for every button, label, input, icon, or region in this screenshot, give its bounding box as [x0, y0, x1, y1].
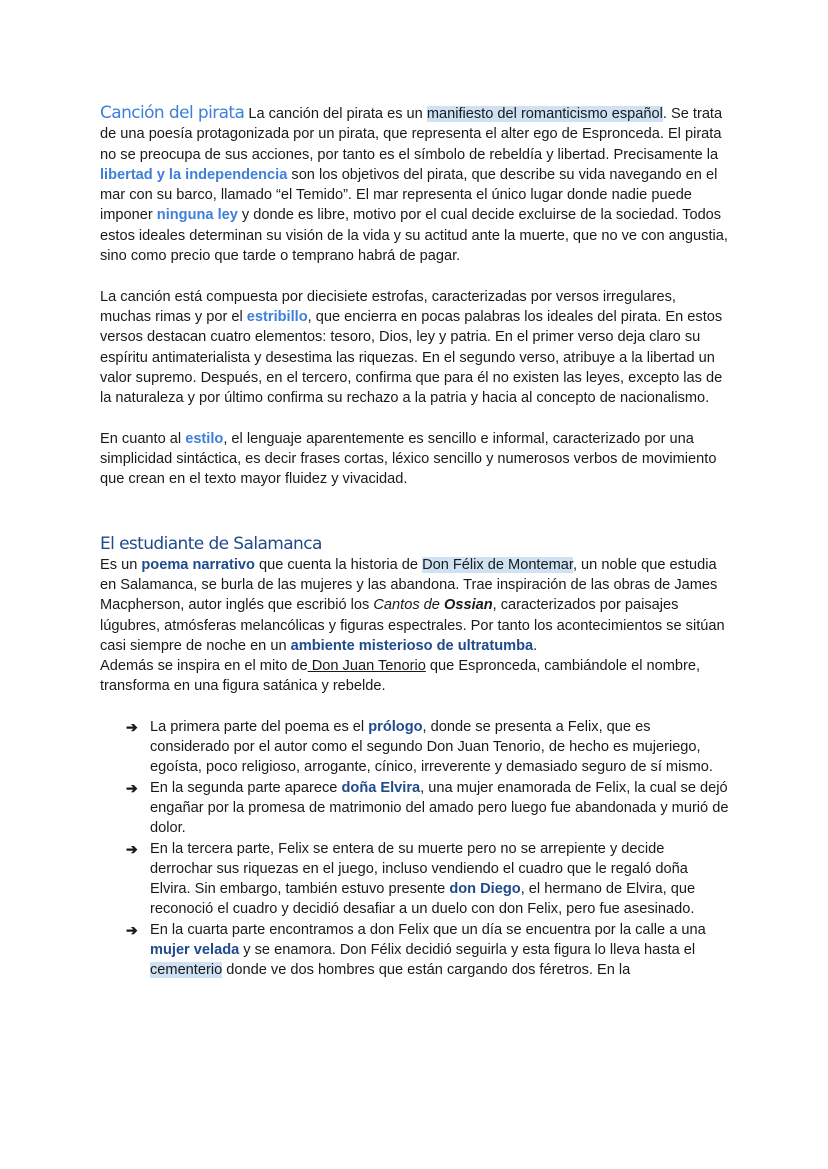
text-run: Es un — [100, 556, 142, 573]
text-run: . Se trata de una poesía protagonizada por un pirata, que representa el alter ego de Espronceda. El pirata no se preocupa de sus acciones, por tanto es el símbolo de rebeldía y libertad. Precisamente la — [100, 106, 723, 163]
text-run: , caracterizados por paisajes lúgubres, atmósferas melancólicas y figuras espectrales. Por tanto los acontecimientos se sitúan casi siempre de noche en un — [100, 597, 725, 654]
highlighted-text: cementerio — [150, 962, 223, 979]
text-run: , que encierra en pocas palabras los ideales del pirata. En estos versos destacan cuatro elementos: tesoro, Dios, ley y patria. En el primer verso deja claro su espíritu antimaterialista y desestima las riquezas. En el segundo verso, atribuye a la libertad un valor supremo. Después, en el tercero, confirma que para él no existen las leyes, excepto las de la naturaleza y por último confirma su rechazo a la patria y hacia al concepto de nacionalismo. — [100, 308, 723, 407]
text-run: La canción está compuesta por diecisiete estrofas, caracterizadas por versos irregulares, muchas rimas y por el — [100, 288, 676, 325]
text-run: , un noble que estudia en Salamanca, se burla de las mujeres y las abandona. Trae inspiración de las obras de James Macpherson, autor inglés que escribió los — [100, 556, 718, 614]
text-run: , una mujer enamorada de Felix, la cual se dejó engañar por la promesa de matrimonio del amado pero luego fue abandonada y murió de dolor. — [150, 779, 729, 837]
paragraph-spacer — [100, 408, 730, 428]
text-run: En la tercera parte, Felix se entera de su muerte pero no se arrepiente y decide derrochar sus riquezas en el juego, incluso vendiendo el cuadro que le regaló doña Elvira. Sin embargo, también estuvo presente — [150, 840, 688, 898]
plot-parts-list — [100, 717, 730, 981]
text-run: La primera parte del poema es el — [150, 718, 369, 735]
text-run: donde ve dos hombres que están cargando dos féretros. En la — [222, 962, 631, 979]
section1-paragraph-3 — [100, 429, 730, 490]
text-run: , el lenguaje aparentemente es sencillo e informal, caracterizado por una simplicidad sintáctica, es decir frases cortas, léxico sencillo y numerosos verbos de movimiento que crean en el texto mayor fluidez y vivacidad. — [100, 430, 717, 488]
highlighted-text: manifiesto del romanticismo español — [426, 106, 663, 122]
list-item — [100, 717, 730, 778]
text-run: Además se inspira en el mito de — [100, 658, 308, 675]
arrow-right-icon: ➔ — [126, 921, 138, 938]
text-run: En la cuarta parte encontramos a don Felix que un día se encuentra por la calle a una — [150, 921, 706, 938]
emphasis-text: mujer velada — [150, 941, 240, 958]
text-run: que cuenta la historia de — [254, 556, 423, 573]
text-run: , donde se presenta a Felix, que es considerado por el autor como el segundo Don Juan Tenorio, de hecho es mujeriego, egoísta, poco religioso, arrogante, cínico, irreverente y demasiado seguro de sí mismo. — [150, 718, 713, 776]
emphasis-text: prólogo — [368, 718, 423, 735]
text-run: que Espronceda, cambiándole el nombre, transforma en una figura satánica y rebelde. — [100, 658, 701, 695]
emphasis-text: estilo — [185, 430, 224, 447]
section2-paragraph-1 — [100, 555, 730, 656]
emphasis-text: libertad y la independencia — [100, 166, 288, 183]
text-run: y donde es libre, motivo por el cual decide excluirse de la sociedad. Todos estos ideales determinan su visión de la vida y su actitud ante la muerte, que no ve con angustia, sino como precio que tarde o temprano habrá de pagar. — [100, 207, 728, 265]
paragraph-spacer — [100, 266, 730, 286]
highlighted-text: Don Félix de Montemar — [422, 556, 573, 573]
arrow-right-icon: ➔ — [126, 718, 138, 735]
list-item — [100, 839, 730, 920]
underlined-text: Don Juan Tenorio — [307, 658, 426, 675]
emphasis-text: poema narrativo — [141, 556, 255, 573]
italic-text: Cantos de — [373, 597, 444, 614]
section1-title: Canción del pirata — [100, 103, 245, 123]
arrow-right-icon: ➔ — [126, 840, 138, 857]
text-run: y se enamora. Don Félix decidió seguirla y esta figura lo lleva hasta el — [239, 941, 696, 958]
text-run: La canción del pirata es un — [244, 106, 427, 122]
list-item — [100, 778, 730, 839]
text-run: En la segunda parte aparece — [150, 779, 342, 796]
list-item — [100, 920, 730, 981]
section2-title: El estudiante de Salamanca — [100, 533, 322, 554]
bold-italic-text: Ossian — [443, 597, 493, 614]
section1-paragraph-1 — [100, 103, 730, 266]
text-run: En cuanto al — [100, 430, 186, 447]
text-run: son los objetivos del pirata, que describe su vida navegando en el mar con su barco, llamado “el Temido”. El mar representa el único lugar donde nadie puede imponer — [100, 166, 718, 224]
text-run: . — [533, 637, 538, 654]
emphasis-text: ninguna ley — [156, 207, 238, 224]
section2-paragraph-2 — [100, 656, 730, 697]
arrow-right-icon: ➔ — [126, 779, 138, 796]
emphasis-text: estribillo — [246, 308, 308, 325]
text-run: , el hermano de Elvira, que reconoció el cuadro y decidió desafiar a un duelo con don Felix, pero fue asesinado. — [150, 881, 696, 918]
emphasis-text: doña Elvira — [341, 779, 421, 796]
emphasis-text: ambiente misterioso de ultratumba — [290, 637, 534, 654]
document-page — [100, 103, 730, 981]
emphasis-text: don Diego — [449, 881, 521, 898]
section1-paragraph-2 — [100, 287, 730, 409]
